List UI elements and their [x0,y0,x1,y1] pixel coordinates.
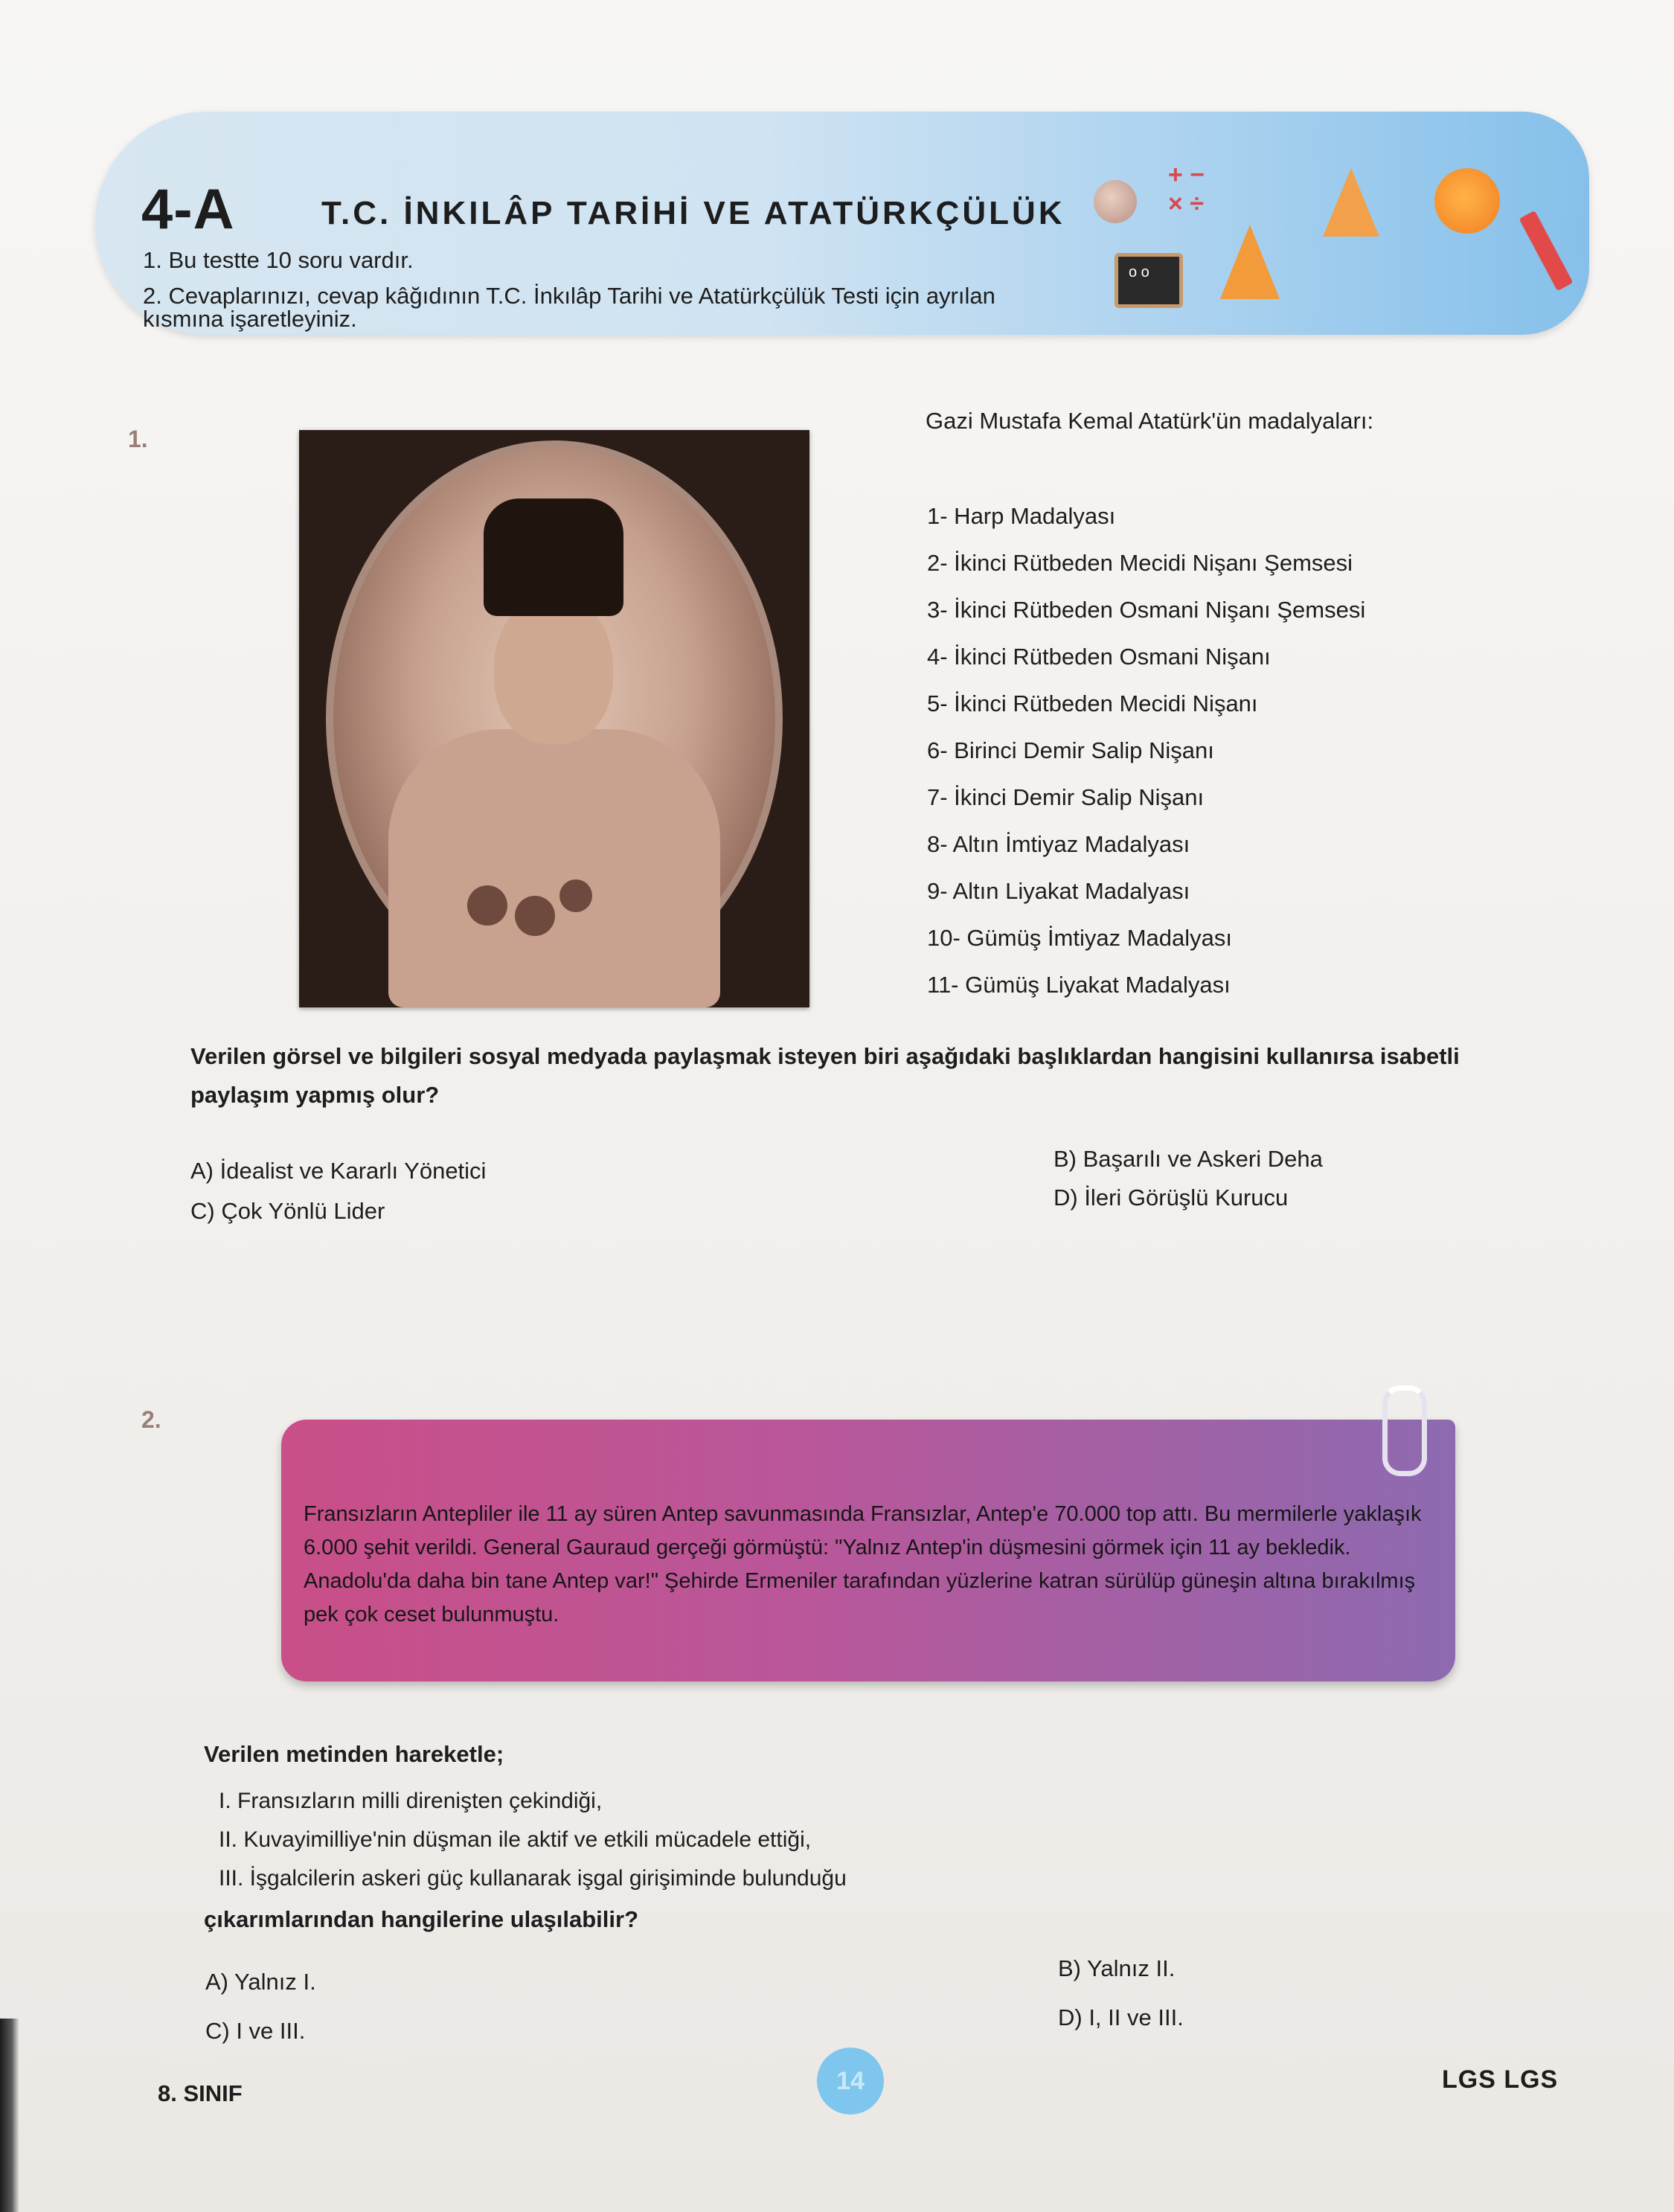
medal-list-item: 2- İkinci Rütbeden Mecidi Nişanı Şemsesi [927,550,1353,576]
question-2-option-c[interactable]: C) I ve III. [205,2018,306,2044]
question-1-number: 1. [128,426,148,452]
medal-icon [559,879,592,912]
paperclip-icon [1382,1385,1427,1476]
question-1-option-d[interactable]: D) İleri Görüşlü Kurucu [1054,1184,1289,1211]
ataturk-portrait-photo [299,430,809,1007]
question-2-ask: çıkarımlarından hangilerine ulaşılabilir? [204,1906,639,1932]
question-1-option-c[interactable]: C) Çok Yönlü Lider [190,1198,385,1224]
question-2-stem: Verilen metinden hareketle; [204,1741,504,1767]
medal-list-item: 9- Altın Liyakat Madalyası [927,878,1190,904]
question-2-option-b[interactable]: B) Yalnız II. [1058,1955,1176,1981]
statement-ii: II. Kuvayimilliye'nin düşman ile aktif ve etkili mücadele ettiği, [219,1827,812,1852]
medal-list-item: 11- Gümüş Liyakat Madalyası [927,972,1231,998]
statement-iii: III. İşgalcilerin askeri güç kullanarak işgal girişiminde bulunduğu [219,1866,847,1891]
medal-list-item: 8- Altın İmtiyaz Madalyası [927,831,1190,857]
brand-logo-text: LGS LGS [1442,2065,1559,2094]
medal-list-item: 10- Gümüş İmtiyaz Madalyası [927,925,1233,951]
question-2-option-d[interactable]: D) I, II ve III. [1058,2004,1184,2030]
medal-list-item: 6- Birinci Demir Salip Nişanı [927,737,1214,763]
question-1-option-b[interactable]: B) Başarılı ve Askeri Deha [1054,1146,1323,1172]
scan-edge-shadow [0,2019,19,2212]
portrait-uniform [388,729,720,1007]
sun-character-icon [1434,168,1500,234]
question-1-stem: Verilen görsel ve bilgileri sosyal medyada paylaşmak isteyen biri aşağıdaki başlıklardan hangisini kullanırsa isabetli paylaşım yapmış olur? [190,1043,1460,1108]
instruction-1: 1. Bu testte 10 soru vardır. [143,247,414,273]
medal-icon [467,885,507,926]
statement-i: I. Fransızların milli direnişten çekindiği, [219,1789,603,1813]
medals-heading: Gazi Mustafa Kemal Atatürk'ün madalyaları: [926,408,1374,434]
medal-list-item: 3- İkinci Rütbeden Osmani Nişanı Şemsesi [927,597,1366,623]
medal-list-item: 1- Harp Madalyası [927,503,1116,529]
grade-label: 8. SINIF [158,2080,243,2106]
triangle-character-icon [1220,225,1280,299]
portrait-face [494,595,613,744]
medal-icon [515,896,555,936]
blackboard-character-icon [1115,253,1183,308]
instruction-2: 2. Cevaplarınızı, cevap kâğıdının T.C. İnkılâp Tarihi ve Atatürkçülük Testi için ayrılan kısmına işaretleyiniz. [143,283,995,332]
math-symbols-icon: + − × ÷ [1168,161,1205,218]
test-code: 4-A [141,178,235,241]
question-2-option-a[interactable]: A) Yalnız I. [205,1969,316,1995]
medal-list-item: 4- İkinci Rütbeden Osmani Nişanı [927,644,1271,670]
ball-illustration-icon [1094,180,1137,223]
question-1-option-a[interactable]: A) İdealist ve Kararlı Yönetici [190,1158,487,1184]
test-title: T.C. İNKILÂP TARİHİ VE ATATÜRKÇÜLÜK [321,195,1065,231]
question-2-number: 2. [141,1406,161,1433]
medal-list-item: 5- İkinci Rütbeden Mecidi Nişanı [927,690,1258,717]
portrait-kalpak-hat [484,498,623,616]
letter-a-character-icon [1323,168,1379,237]
medal-list-item: 7- İkinci Demir Salip Nişanı [927,784,1205,810]
page-number-badge: 14 [817,2048,884,2115]
passage-text: Fransızların Antepliler ile 11 ay süren Antep savunmasında Fransızlar, Antep'e 70.000 top attı. Bu mermilerle yaklaşık 6.000 şehit verildi. General Gauraud gerçeği görmüştü: "Yalnız Antep'in düşmesini görmek için 11 ay bekledik. Anadolu'da daha bin tane Antep var!" Şehirde Ermeniler tarafından yüzlerine katran sürülüp güneşin altına bırakılmış pek çok ceset bulunmuştu. [304,1502,1422,1626]
